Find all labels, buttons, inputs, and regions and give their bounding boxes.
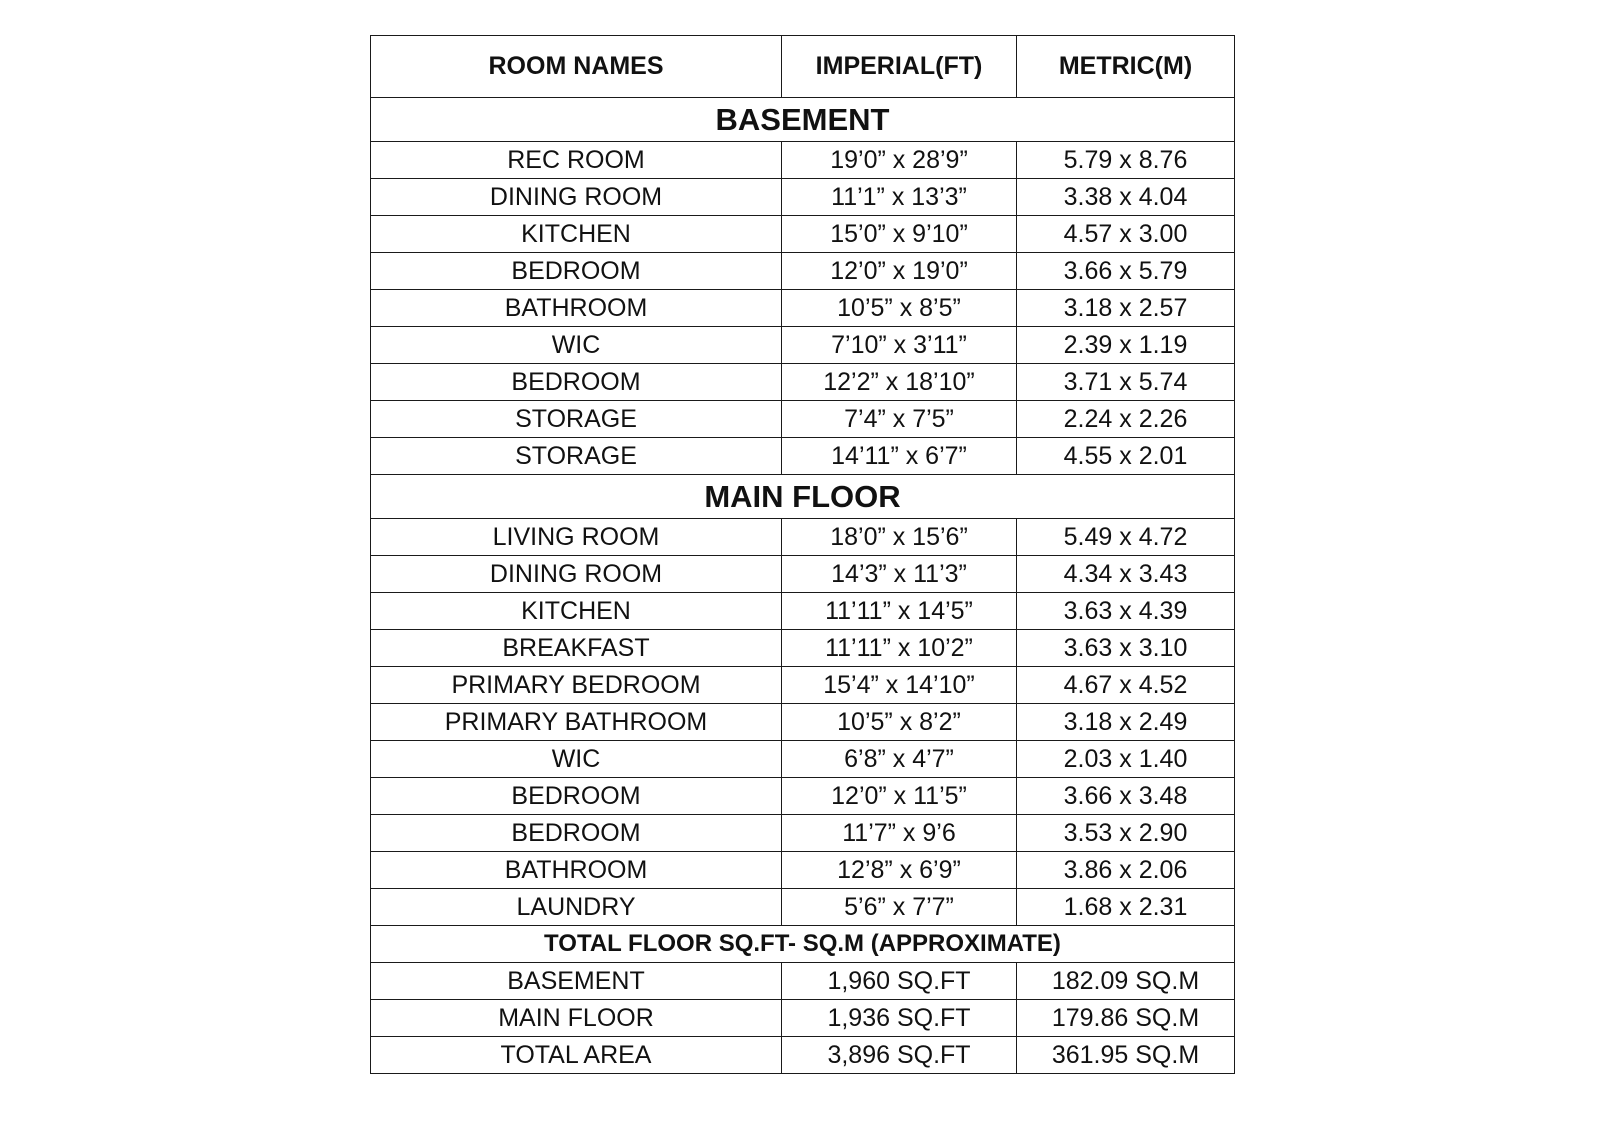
room-imperial: 19’0” x 28’9” (782, 142, 1017, 179)
total-metric: 182.09 SQ.M (1017, 963, 1235, 1000)
room-imperial: 11’11” x 10’2” (782, 630, 1017, 667)
total-name: TOTAL AREA (371, 1037, 782, 1074)
room-metric: 3.18 x 2.49 (1017, 704, 1235, 741)
table-row (371, 1037, 1235, 1074)
room-metric: 3.63 x 4.39 (1017, 593, 1235, 630)
room-metric: 4.67 x 4.52 (1017, 667, 1235, 704)
room-metric: 2.39 x 1.19 (1017, 327, 1235, 364)
room-imperial: 12’8” x 6’9” (782, 852, 1017, 889)
table-row (371, 142, 1235, 179)
room-name: LAUNDRY (371, 889, 782, 926)
room-name: PRIMARY BATHROOM (371, 704, 782, 741)
room-imperial: 18’0” x 15’6” (782, 519, 1017, 556)
room-dimensions-table (370, 35, 1235, 1074)
room-imperial: 14’11” x 6’7” (782, 438, 1017, 475)
room-metric: 2.24 x 2.26 (1017, 401, 1235, 438)
room-metric: 3.63 x 3.10 (1017, 630, 1235, 667)
table-header-row (371, 36, 1235, 98)
room-imperial: 12’2” x 18’10” (782, 364, 1017, 401)
table-row (371, 327, 1235, 364)
room-imperial: 5’6” x 7’7” (782, 889, 1017, 926)
header-metric: METRIC(M) (1017, 36, 1235, 98)
total-metric: 179.86 SQ.M (1017, 1000, 1235, 1037)
room-name: BREAKFAST (371, 630, 782, 667)
table-row (371, 852, 1235, 889)
total-name: BASEMENT (371, 963, 782, 1000)
room-imperial: 14’3” x 11’3” (782, 556, 1017, 593)
room-name: BATHROOM (371, 290, 782, 327)
table-row (371, 179, 1235, 216)
room-metric: 3.38 x 4.04 (1017, 179, 1235, 216)
total-imperial: 3,896 SQ.FT (782, 1037, 1017, 1074)
room-name: STORAGE (371, 438, 782, 475)
room-name: WIC (371, 327, 782, 364)
room-name: KITCHEN (371, 593, 782, 630)
room-imperial: 6’8” x 4’7” (782, 741, 1017, 778)
section-row-basement (371, 98, 1235, 142)
table-row (371, 630, 1235, 667)
room-metric: 1.68 x 2.31 (1017, 889, 1235, 926)
total-name: MAIN FLOOR (371, 1000, 782, 1037)
room-imperial: 15’0” x 9’10” (782, 216, 1017, 253)
room-imperial: 11’11” x 14’5” (782, 593, 1017, 630)
room-imperial: 12’0” x 11’5” (782, 778, 1017, 815)
room-metric: 5.49 x 4.72 (1017, 519, 1235, 556)
total-imperial: 1,936 SQ.FT (782, 1000, 1017, 1037)
room-name: BEDROOM (371, 778, 782, 815)
table-row (371, 519, 1235, 556)
section-title-basement: BASEMENT (371, 98, 1235, 142)
room-metric: 3.53 x 2.90 (1017, 815, 1235, 852)
table-row (371, 216, 1235, 253)
total-metric: 361.95 SQ.M (1017, 1037, 1235, 1074)
section-row-main-floor (371, 475, 1235, 519)
room-metric: 4.57 x 3.00 (1017, 216, 1235, 253)
table-row (371, 667, 1235, 704)
table-row (371, 778, 1235, 815)
total-imperial: 1,960 SQ.FT (782, 963, 1017, 1000)
room-name: WIC (371, 741, 782, 778)
header-imperial: IMPERIAL(FT) (782, 36, 1017, 98)
room-metric: 4.34 x 3.43 (1017, 556, 1235, 593)
room-name: PRIMARY BEDROOM (371, 667, 782, 704)
table-row (371, 401, 1235, 438)
room-metric: 3.18 x 2.57 (1017, 290, 1235, 327)
table-row (371, 290, 1235, 327)
section-title-totals: TOTAL FLOOR SQ.FT- SQ.M (APPROXIMATE) (371, 926, 1235, 963)
table-row (371, 364, 1235, 401)
section-title-main-floor: MAIN FLOOR (371, 475, 1235, 519)
room-imperial: 11’1” x 13’3” (782, 179, 1017, 216)
room-name: KITCHEN (371, 216, 782, 253)
room-imperial: 15’4” x 14’10” (782, 667, 1017, 704)
room-name: DINING ROOM (371, 179, 782, 216)
table-row (371, 741, 1235, 778)
room-imperial: 10’5” x 8’5” (782, 290, 1017, 327)
room-metric: 2.03 x 1.40 (1017, 741, 1235, 778)
room-imperial: 7’10” x 3’11” (782, 327, 1017, 364)
room-metric: 3.66 x 5.79 (1017, 253, 1235, 290)
room-name: BEDROOM (371, 253, 782, 290)
table-row (371, 593, 1235, 630)
room-name: BEDROOM (371, 364, 782, 401)
section-row-totals (371, 926, 1235, 963)
table-row (371, 1000, 1235, 1037)
table-row (371, 704, 1235, 741)
room-imperial: 10’5” x 8’2” (782, 704, 1017, 741)
header-room-names: ROOM NAMES (371, 36, 782, 98)
room-imperial: 7’4” x 7’5” (782, 401, 1017, 438)
room-name: LIVING ROOM (371, 519, 782, 556)
room-name: BEDROOM (371, 815, 782, 852)
room-metric: 4.55 x 2.01 (1017, 438, 1235, 475)
room-imperial: 11’7” x 9’6 (782, 815, 1017, 852)
room-metric: 3.86 x 2.06 (1017, 852, 1235, 889)
room-metric: 3.71 x 5.74 (1017, 364, 1235, 401)
table-row (371, 438, 1235, 475)
room-name: REC ROOM (371, 142, 782, 179)
table-row (371, 963, 1235, 1000)
table-row (371, 889, 1235, 926)
table-row (371, 815, 1235, 852)
room-name: DINING ROOM (371, 556, 782, 593)
table-row (371, 556, 1235, 593)
room-imperial: 12’0” x 19’0” (782, 253, 1017, 290)
room-name: BATHROOM (371, 852, 782, 889)
room-name: STORAGE (371, 401, 782, 438)
table-row (371, 253, 1235, 290)
room-metric: 3.66 x 3.48 (1017, 778, 1235, 815)
room-metric: 5.79 x 8.76 (1017, 142, 1235, 179)
